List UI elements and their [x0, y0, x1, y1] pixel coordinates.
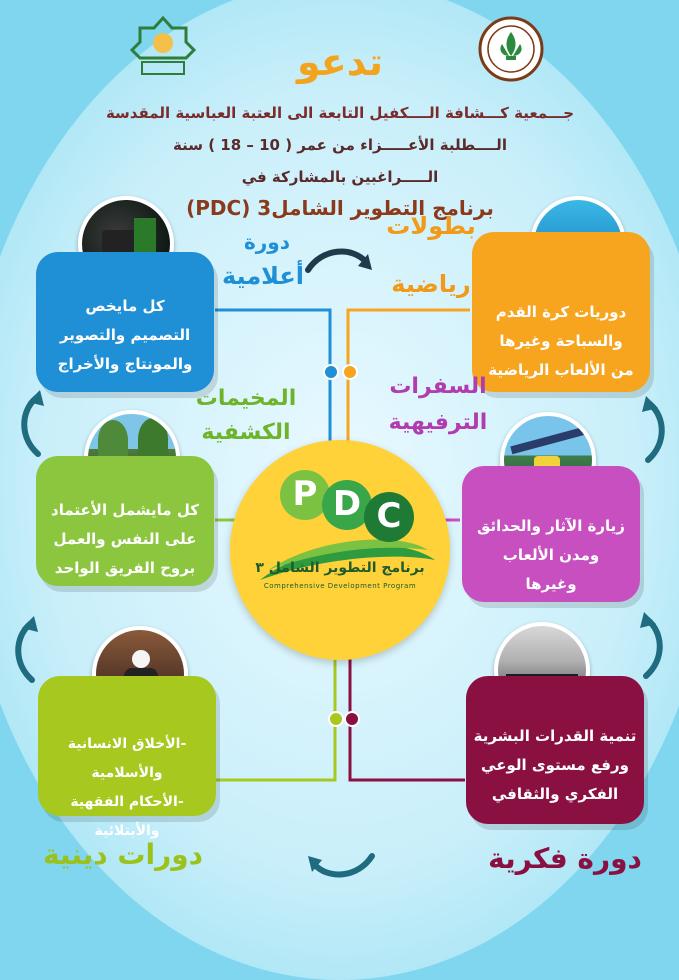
arrow-left-lower-icon	[4, 614, 44, 686]
header-line-2: الــــطلبة الأعـــــزاء من عمر ( 10 – 18 ) سنة	[173, 136, 507, 154]
media-heading-1: دورة	[243, 230, 290, 254]
media-heading-2: أعلامية	[221, 262, 305, 290]
camps-heading-2: الكشفية	[201, 420, 291, 445]
header-line-4: برنامج التطوير الشامل3 (PDC)	[186, 196, 494, 220]
media-line-1: كل مايخص	[85, 297, 165, 315]
connector-dot	[342, 364, 358, 380]
arrow-top-icon	[302, 240, 378, 280]
intellectual-line-3: الفكري والثقافي	[491, 785, 619, 803]
pdc-center-circle	[230, 440, 450, 660]
religious-line-2: -الأحكام الفقهية والأبتلائية	[70, 794, 184, 839]
trips-line-3: وغيرها	[525, 575, 577, 593]
camps-line-3: بروح الفريق الواحد	[54, 559, 196, 577]
header-line-3: الـــــراغبين بالمشاركة في	[241, 168, 439, 186]
trips-line-1: زيارة الآثار والحدائق	[477, 517, 625, 535]
religious-card	[38, 676, 216, 839]
sports-line-1: دوريات كرة القدم	[495, 303, 627, 321]
pdc-arabic-name: برنامج التطوير الشامل ٣	[255, 560, 425, 576]
sports-line-3: من الألعاب الرياضية	[488, 361, 634, 379]
intellectual-card	[466, 676, 644, 824]
arrow-right-lower-icon	[634, 610, 674, 682]
sports-line-2: والسباحة وغيرها	[499, 332, 623, 350]
arrow-right-upper-icon	[636, 394, 676, 466]
trips-card	[462, 466, 640, 602]
connector-dot	[328, 711, 344, 727]
sports-card	[472, 232, 650, 392]
camps-line-2: على النفس والعمل	[53, 530, 197, 548]
media-line-3: والمونتاج والأخراج	[57, 355, 193, 373]
connector-dot	[344, 711, 360, 727]
pdc-letter-d: D	[332, 484, 362, 524]
pdc-letter-c: C	[376, 496, 402, 536]
green-swoosh-icon	[230, 440, 450, 660]
intellectual-line-2: ورفع مستوى الوعي	[481, 756, 629, 774]
invite-title: تدعو	[296, 40, 383, 84]
intellectual-heading: دورة فكرية	[488, 842, 642, 875]
trips-heading-2: الترفيهية	[388, 410, 488, 435]
arrow-left-upper-icon	[10, 388, 50, 460]
religious-heading: دورات دينية	[42, 838, 204, 871]
media-line-2: التصميم والتصوير	[59, 326, 191, 344]
header-line-1: جـــمعية كـــشافة الــــكفيل التابعة الى العتبة العباسية المقدسة	[105, 104, 575, 122]
camps-heading-1: المخيمات	[195, 386, 297, 411]
camps-card	[36, 456, 214, 586]
media-card	[36, 252, 214, 392]
pdc-letter-p: P	[292, 474, 318, 514]
sports-heading-2: رياضية	[391, 270, 471, 298]
religious-line-1: -الأخلاق الانسانية والأسلامية	[67, 736, 187, 781]
trips-heading-1: السفرات	[389, 374, 487, 399]
camps-line-1: كل مايشمل الأعتماد	[51, 501, 199, 519]
connector-dot	[323, 364, 339, 380]
trips-line-2: ومدن الألعاب	[502, 546, 600, 564]
pdc-english-name: Comprehensive Development Program	[263, 582, 417, 590]
sports-heading-1: بطولات	[386, 212, 476, 240]
intellectual-line-1: تنمية القدرات البشرية	[473, 727, 637, 745]
arrow-bottom-icon	[302, 846, 378, 886]
